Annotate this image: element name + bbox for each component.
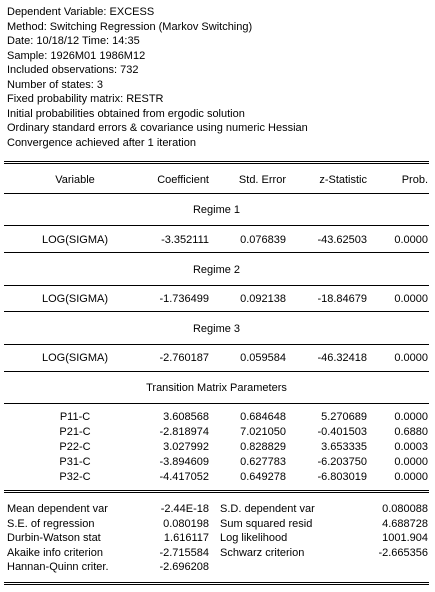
col-coefficient: Coefficient: [157, 174, 209, 186]
cell-variable: LOG(SIGMA): [41, 352, 108, 364]
stat-value: -2.44E-18: [160, 503, 209, 515]
cell-se: 0.076839: [240, 234, 286, 246]
cell-coef: -2.760187: [159, 352, 209, 364]
header-rule: [4, 193, 429, 194]
cell-se: 0.059584: [240, 352, 286, 364]
table-row: [4, 455, 429, 469]
regime-1-rule: [4, 225, 429, 226]
cell-z: -6.803019: [317, 471, 367, 483]
cell-prob: 0.6880: [394, 426, 428, 438]
header-method: Method: Switching Regression (Markov Switching): [7, 20, 253, 33]
table-row: [4, 470, 429, 484]
cell-variable: P22-C: [59, 441, 91, 453]
table-top-rule: [4, 161, 429, 164]
stats-row: [4, 502, 429, 516]
cell-coef: 3.608568: [163, 411, 209, 423]
cell-variable: LOG(SIGMA): [41, 234, 108, 246]
header-observations: Included observations: 732: [7, 64, 139, 76]
stats-top-rule: [4, 490, 429, 493]
stat-label: S.E. of regression: [7, 517, 95, 530]
table-row: [4, 440, 429, 454]
stat-label: Sum squared resid: [220, 517, 313, 530]
stats-row: [4, 546, 429, 560]
cell-variable: P11-C: [59, 411, 91, 423]
stats-row: [4, 517, 429, 531]
cell-prob: 0.0000: [394, 471, 428, 483]
cell-z: -43.62503: [317, 234, 367, 246]
regime-1-bottom-rule: [4, 252, 429, 253]
transition-rule: [4, 403, 429, 404]
cell-z: 5.270689: [321, 411, 367, 423]
cell-z: 3.653335: [321, 441, 367, 453]
table-row: [4, 292, 429, 306]
cell-se: 7.021050: [240, 426, 286, 438]
header-covariance: Ordinary standard errors & covariance using numeric Hessian: [7, 122, 308, 134]
stat-label: Durbin-Watson stat: [7, 532, 101, 544]
cell-variable: P21-C: [59, 426, 91, 438]
cell-coef: -4.417052: [159, 471, 209, 483]
column-header-row: [4, 173, 429, 187]
table-row: [4, 425, 429, 439]
table-row: [4, 233, 429, 247]
stat-value: 1001.904: [382, 532, 428, 544]
cell-se: 0.684648: [240, 411, 286, 423]
cell-se: 0.828829: [240, 441, 286, 453]
stat-value: -2.696208: [159, 561, 209, 573]
regime-2-title: Regime 2: [192, 264, 241, 276]
stat-value: -2.665356: [378, 546, 428, 559]
stat-value: 1.616117: [163, 532, 209, 544]
cell-coef: -1.736499: [159, 293, 209, 305]
stat-value: 0.080198: [163, 517, 209, 530]
regime-3-title: Regime 3: [192, 323, 241, 335]
table-bottom-rule: [4, 582, 429, 585]
cell-coef: -3.894609: [159, 456, 209, 468]
col-z-statistic: z-Statistic: [319, 174, 367, 186]
transition-title: Transition Matrix Parameters: [146, 382, 287, 394]
table-row: [4, 351, 429, 365]
table-row: [4, 410, 429, 424]
stat-value: 4.688728: [382, 517, 428, 530]
stat-label: Log likelihood: [220, 532, 288, 544]
regime-2-bottom-rule: [4, 311, 429, 312]
cell-z: -18.84679: [317, 293, 367, 305]
cell-prob: 0.0000: [394, 234, 428, 246]
stat-label: Mean dependent var: [7, 503, 108, 515]
cell-prob: 0.0000: [394, 293, 428, 305]
cell-se: 0.092138: [240, 293, 286, 305]
cell-coef: 3.027992: [163, 441, 209, 453]
col-prob: Prob.: [401, 174, 428, 186]
stats-row: [4, 531, 429, 545]
stat-label: S.D. dependent var: [220, 503, 315, 515]
cell-variable: P31-C: [59, 456, 91, 468]
cell-se: 0.627783: [240, 456, 286, 468]
header-initial-prob: Initial probabilities obtained from ergodic solution: [7, 107, 245, 120]
col-variable: Variable: [55, 174, 95, 186]
cell-prob: 0.0003: [394, 441, 428, 453]
stat-label: Hannan-Quinn criter.: [7, 561, 109, 573]
stat-value: -2.715584: [159, 546, 209, 559]
regime-3-rule: [4, 344, 429, 345]
cell-z: -46.32418: [317, 352, 367, 364]
cell-variable: P32-C: [59, 471, 91, 483]
col-std-error: Std. Error: [238, 174, 286, 186]
header-convergence: Convergence achieved after 1 iteration: [7, 136, 196, 149]
header-date: Date: 10/18/12 Time: 14:35: [7, 35, 140, 47]
stat-label: Schwarz criterion: [220, 546, 305, 559]
cell-prob: 0.0000: [394, 456, 428, 468]
header-states: Number of states: 3: [7, 78, 103, 91]
cell-z: -0.401503: [317, 426, 367, 438]
cell-variable: LOG(SIGMA): [41, 293, 108, 305]
cell-prob: 0.0000: [394, 352, 428, 364]
cell-coef: -2.818974: [159, 426, 209, 438]
stat-value: 0.080088: [382, 503, 428, 515]
regime-3-bottom-rule: [4, 371, 429, 372]
regime-2-rule: [4, 285, 429, 286]
cell-z: -6.203750: [317, 456, 367, 468]
regime-1-title: Regime 1: [192, 204, 241, 216]
cell-se: 0.649278: [240, 471, 286, 483]
stats-row: [4, 560, 429, 574]
stat-label: Akaike info criterion: [7, 546, 103, 559]
cell-coef: -3.352111: [161, 234, 209, 246]
cell-prob: 0.0000: [394, 411, 428, 423]
header-sample: Sample: 1926M01 1986M12: [7, 49, 146, 62]
header-prob-matrix: Fixed probability matrix: RESTR: [7, 93, 164, 105]
header-dependent-variable: Dependent Variable: EXCESS: [7, 6, 155, 18]
